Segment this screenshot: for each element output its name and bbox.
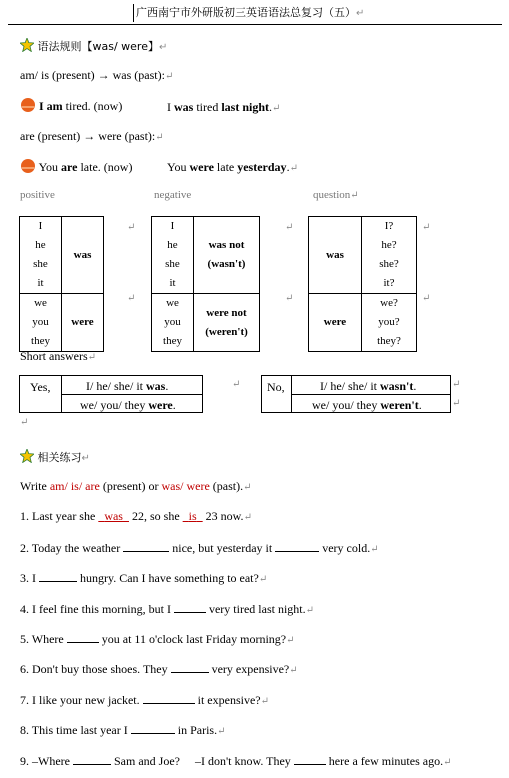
- paragraph-mark: ↵: [232, 379, 241, 390]
- answer-blank[interactable]: [131, 723, 175, 734]
- rule-am-is: am/ is (present) → was (past):↵: [20, 68, 174, 82]
- no-row-1: I/ he/ she/ it wasn't.: [320, 379, 417, 393]
- short-answer-no-box: [261, 375, 451, 413]
- short-answer-yes-box: [19, 375, 203, 413]
- answer-blank[interactable]: [174, 602, 206, 613]
- label-positive: positive: [20, 189, 55, 201]
- paragraph-mark: ↵: [20, 417, 29, 428]
- question-pronouns-singular: I? he? she? it?: [362, 217, 417, 294]
- exercise-instruction: Write am/ is/ are (present) or was/ were (past).↵: [20, 479, 252, 493]
- paragraph-mark: ↵: [452, 398, 461, 409]
- question-8: 8. This time last year I in Paris.↵: [20, 723, 226, 737]
- yes-row-1: I/ he/ she/ it was.: [86, 379, 169, 393]
- paragraph-mark: ↵: [127, 222, 136, 233]
- question-1: 1. Last year she was 22, so she is 23 now.↵: [20, 509, 252, 523]
- paragraph-mark: ↵: [285, 222, 294, 233]
- example-line-1-past: I was tired last night.↵: [167, 100, 281, 114]
- question-6: 6. Don't buy those shoes. They very expensive?↵: [20, 662, 298, 676]
- question-table: [308, 216, 417, 352]
- page-title-text: 广西南宁市外研版初三英语语法总复习（五）: [136, 6, 356, 19]
- star-icon: [20, 449, 34, 463]
- paragraph-mark: ↵: [285, 293, 294, 304]
- bulb-icon: [20, 97, 36, 113]
- positive-table: [19, 216, 104, 352]
- question-pronouns-plural: we? you? they?: [362, 294, 417, 352]
- example-line-2-past: You were late yesterday.↵: [167, 160, 298, 174]
- short-answers-title: Short answers↵: [20, 349, 97, 363]
- answer-blank[interactable]: [67, 632, 99, 643]
- negative-verb-was-not: was not (wasn't): [194, 217, 260, 294]
- answer-1b: is: [188, 509, 197, 523]
- rule-are: are (present) → were (past):↵: [20, 129, 164, 143]
- paragraph-mark: ↵: [422, 222, 431, 233]
- question-2: 2. Today the weather nice, but yesterday it very cold.↵: [20, 541, 379, 555]
- paragraph-mark: ↵: [422, 293, 431, 304]
- yes-row-2: we/ you/ they were.: [80, 398, 176, 412]
- header-rule: [8, 24, 502, 25]
- no-label: No,: [267, 380, 285, 394]
- negative-pronouns-plural: we you they: [152, 294, 194, 352]
- answer-blank[interactable]: [123, 541, 169, 552]
- paragraph-mark: ↵: [127, 293, 136, 304]
- positive-verb-were: were: [62, 294, 104, 352]
- negative-table: [151, 216, 260, 352]
- section-title-text: 相关练习: [37, 451, 82, 464]
- label-question: question↵: [313, 189, 359, 201]
- question-4: 4. I feel fine this morning, but I very tired last night.↵: [20, 602, 315, 616]
- yes-label: Yes,: [30, 380, 51, 394]
- answer-1a: was: [104, 509, 123, 523]
- question-3: 3. I hungry. Can I have something to eat?↵: [20, 571, 268, 585]
- answer-blank[interactable]: [294, 754, 326, 765]
- negative-verb-were-not: were not (weren't): [194, 294, 260, 352]
- answer-blank[interactable]: [275, 541, 319, 552]
- label-negative: negative: [154, 189, 192, 201]
- page-title: [136, 7, 364, 19]
- question-7: 7. I like your new jacket. it expensive?↵: [20, 693, 269, 707]
- positive-pronouns-singular: I he she it: [20, 217, 62, 294]
- answer-blank[interactable]: [73, 754, 111, 765]
- question-verb-was: was: [309, 217, 362, 294]
- question-verb-were: were: [309, 294, 362, 352]
- answer-blank[interactable]: [171, 662, 209, 673]
- example-line-1: I am tired. (now): [20, 97, 122, 113]
- example-line-2: You are late. (now): [20, 158, 132, 174]
- star-icon: [20, 38, 34, 52]
- section-title-text: 语法规则【was/ were】: [37, 40, 159, 53]
- paragraph-mark: ↵: [356, 8, 365, 19]
- header-left-rule: [133, 4, 134, 22]
- question-5: 5. Where you at 11 o'clock last Friday morning?↵: [20, 632, 295, 646]
- section-grammar-title: 语法规则【was/ were】↵: [20, 38, 167, 53]
- answer-blank[interactable]: [39, 571, 77, 582]
- bulb-icon: [20, 158, 36, 174]
- section-practice-title: 相关练习↵: [20, 449, 90, 464]
- question-9: 9. –Where Sam and Joe? –I don't know. They here a few minutes ago.↵: [20, 754, 452, 768]
- positive-verb-was: was: [62, 217, 104, 294]
- paragraph-mark: ↵: [452, 379, 461, 390]
- negative-pronouns-singular: I he she it: [152, 217, 194, 294]
- answer-blank[interactable]: [143, 693, 195, 704]
- positive-pronouns-plural: we you they: [20, 294, 62, 352]
- no-row-2: we/ you/ they weren't.: [312, 398, 422, 412]
